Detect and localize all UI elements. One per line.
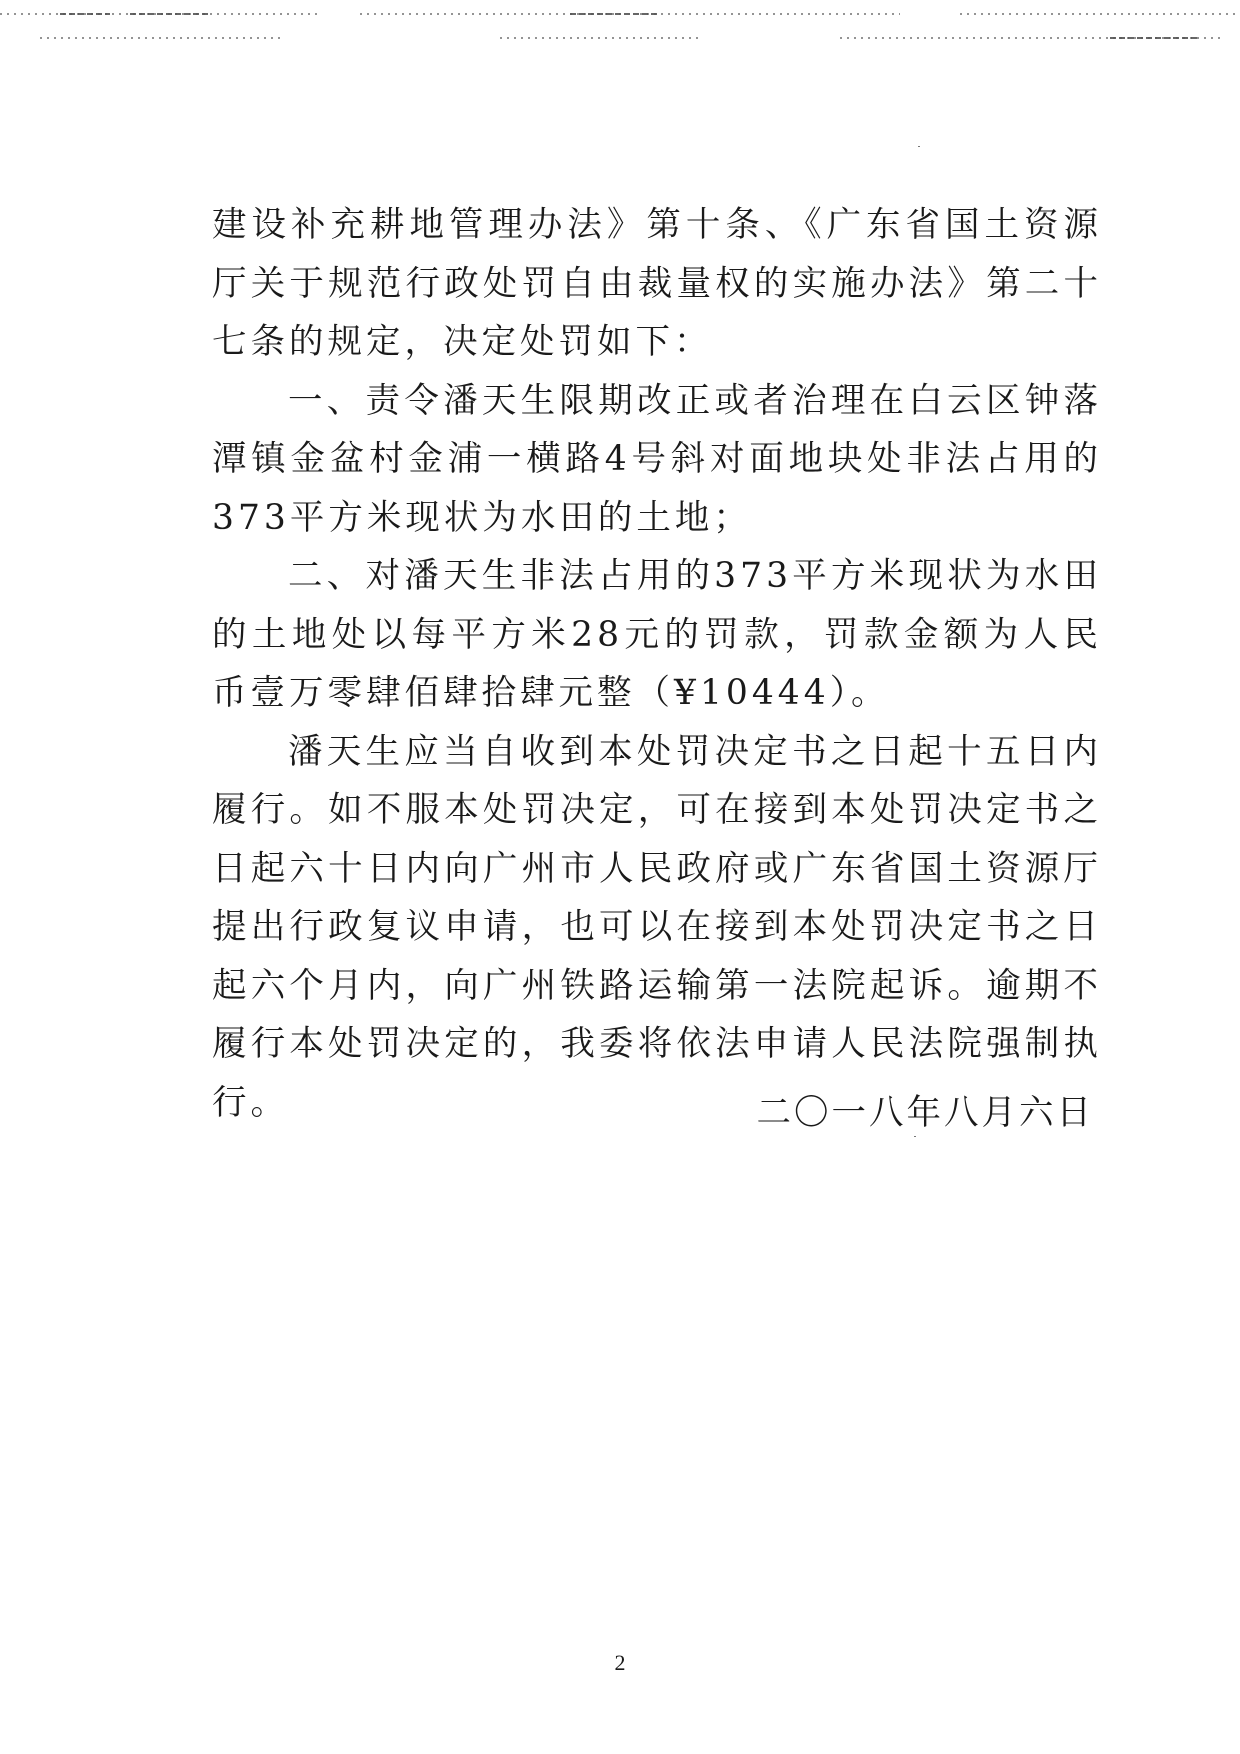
document-date: 二〇一八年八月六日 [756,1093,1094,1133]
page-number: 2 [614,1650,626,1675]
paragraph-item-two: 二、对潘天生非法占用的373平方米现状为水田的土地处以每平方米28元的罚款，罚款金额为人民币壹万零肆佰肆拾肆元整（¥10444）。 [212,556,1102,713]
paragraph-item-one: 一、责令潘天生限期改正或者治理在白云区钟落潭镇金盆村金浦一横路4号斜对面地块处非法占用的373平方米现状为水田的土地； [212,380,1102,538]
scan-header-noise [0,0,1240,50]
decision-body [212,196,1102,1132]
scan-speck [918,146,920,147]
paragraph-legal-basis: 建设补充耕地管理办法》第十条、《广东省国土资源厅关于规范行政处罚自由裁量权的实施办法》第二十七条的规定，决定处罚如下： [212,205,1102,362]
paragraph-compliance-notice: 潘天生应当自收到本处罚决定书之日起十五日内履行。如不服本处罚决定，可在接到本处罚决定书之日起六十日内向广州市人民政府或广东省国土资源厅提出行政复议申请，也可以在接到本处罚决定书之日起六个月内，向广州铁路运输第一法院起诉。逾期不履行本处罚决定的，我委将依法申请人民法院强制执行。 [212,731,1102,1123]
